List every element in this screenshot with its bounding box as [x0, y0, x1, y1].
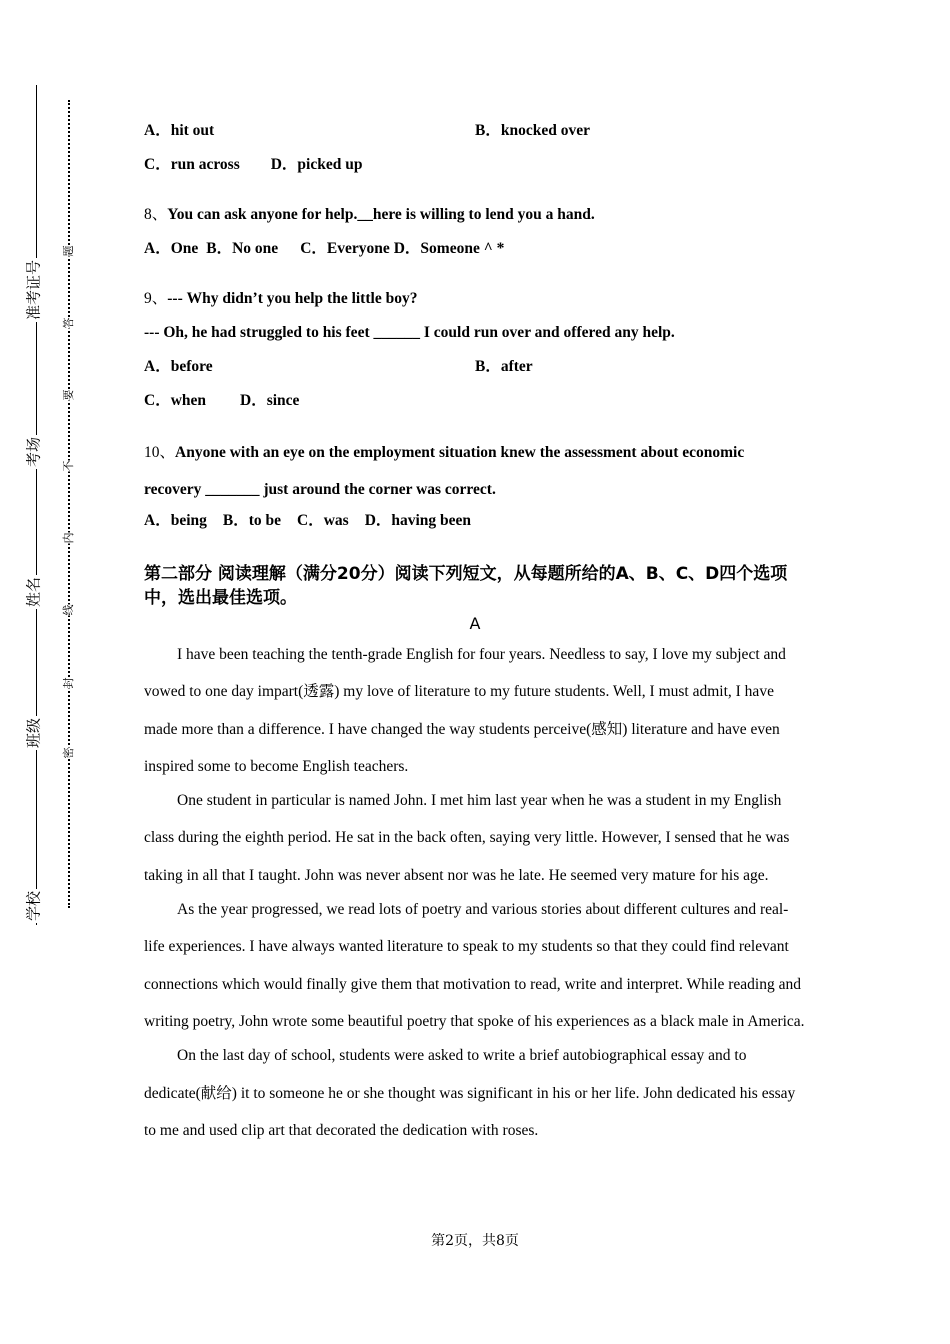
section-heading: 第二部分 阅读理解（满分20分）阅读下列短文，从每题所给的A、B、C、D四个选项中，选出最佳选项。 — [144, 564, 788, 608]
q10-option-a: A．being — [144, 512, 207, 529]
passage-paragraph: One student in particular is named John. I met him last year when he was a student in my English class during the eighth period. He sat in the back often, saying very little. However, I sensed that he was taking in all that I taught. John was never absent nor was he late. He seemed very mature for his age. — [144, 792, 790, 884]
question-text: Anyone with an eye on the employment situation knew the assessment about economic — [175, 444, 745, 461]
question-8 — [144, 202, 806, 236]
q10-option-c: C．was — [297, 512, 349, 529]
q7-options-row-2 — [144, 152, 806, 186]
q9-option-c: C．when — [144, 392, 207, 409]
question-text-continued: recovery _______ just around the corner was correct. — [144, 481, 496, 498]
q9-options-row-1 — [144, 354, 806, 388]
q7-options-row-1 — [144, 118, 806, 152]
question-number: 8、 — [144, 206, 168, 223]
q8-option-a: A．One — [144, 240, 199, 257]
question-9-line-2: --- Oh, he had struggled to his feet ______ I could run over and offered any help. — [144, 324, 675, 341]
q9-option-b: B．after — [475, 358, 533, 375]
q9-option-d: D．since — [240, 392, 300, 409]
question-10 — [144, 434, 806, 508]
passage-title: A — [469, 614, 481, 633]
passage-paragraph: I have been teaching the tenth-grade English for four years. Needless to say, I love my subject and vowed to one day impart(透露) my love of literature to my future students. Well, I must admit, I have made more than a difference. I have changed the way students perceive(感知) literature and have even inspired some to become English teachers. — [144, 646, 786, 775]
q10-option-b: B．to be — [222, 512, 282, 529]
question-text: You can ask anyone for help.__here is willing to lend you a hand. — [167, 206, 595, 223]
q7-option-a: A．hit out — [144, 122, 215, 139]
q8-option-b: B．No one — [206, 240, 279, 257]
q7-option-d: D．picked up — [270, 156, 363, 173]
passage-paragraph: On the last day of school, students were asked to write a brief autobiographical essay and to dedicate(献给) it to someone he or she thought was significant in his or her life. John dedicated his essay to me and used clip art that decorated the dedication with roses. — [144, 1047, 796, 1139]
page-footer: 第2页，共8页 — [431, 1233, 519, 1249]
binding-dotted-line — [68, 100, 70, 908]
question-9 — [144, 286, 806, 320]
q8-option-c: C．Everyone — [300, 240, 390, 257]
q8-options — [144, 236, 806, 270]
q7-option-c: C．run across — [144, 156, 240, 173]
page-content — [144, 118, 806, 1149]
passage-paragraph: As the year progressed, we read lots of poetry and various stories about different cultures and real-life experiences. I have always wanted literature to speak to my students so that they could find relevant connections which would finally give them that motivation to read, write and interpret. While reading and writing poetry, John wrote some beautiful poetry that spoke of his experiences as a black male in America. — [144, 901, 805, 1030]
binding-solid-line — [36, 85, 37, 925]
q7-option-b: B．knocked over — [475, 122, 590, 139]
q9-options-row-2 — [144, 388, 806, 422]
q9-option-a: A．before — [144, 358, 213, 375]
q10-option-d: D．having been — [364, 512, 472, 529]
q10-options — [144, 508, 806, 542]
question-text: --- Why didn’t you help the little boy? — [167, 290, 418, 307]
q8-option-d: D．Someone ^ * — [393, 240, 505, 257]
question-number: 9、 — [144, 290, 168, 307]
question-number: 10、 — [144, 444, 176, 461]
